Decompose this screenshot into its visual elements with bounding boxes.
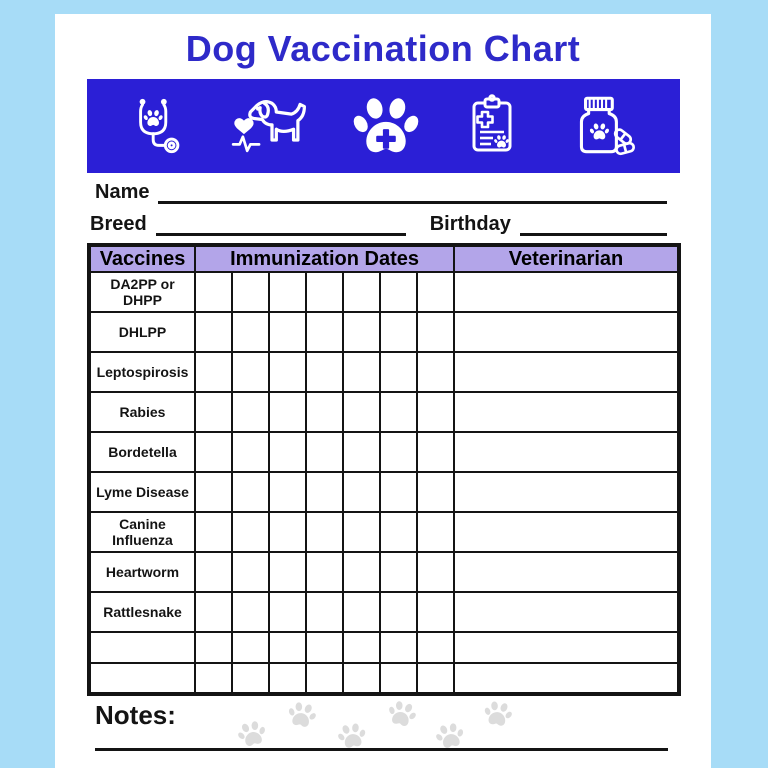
vet-cell[interactable] [454,352,679,392]
vet-cell[interactable] [454,312,679,352]
date-cell[interactable] [232,312,269,352]
date-cell[interactable] [306,592,343,632]
vaccines-header: Vaccines [89,245,195,272]
date-cell[interactable] [417,392,454,432]
date-cell[interactable] [417,592,454,632]
table-row [89,472,679,512]
date-cell[interactable] [269,592,306,632]
vaccine-label: Canine Influenza [89,512,195,552]
vet-cell[interactable] [454,592,679,632]
date-cell[interactable] [195,663,232,694]
table-row [89,352,679,392]
name-label: Name [95,181,150,203]
table-row [89,632,679,663]
vet-cell[interactable] [454,272,679,312]
paw-print-watermark-icon [482,698,514,730]
name-field[interactable] [158,180,667,204]
date-cell[interactable] [306,392,343,432]
date-cell[interactable] [417,552,454,592]
date-cell[interactable] [232,663,269,694]
stethoscope-paw-icon [128,95,190,157]
vet-cell[interactable] [454,663,679,694]
icon-banner [87,79,680,173]
paw-cross-icon [353,93,419,159]
date-cell[interactable] [380,312,417,352]
page-title: Dog Vaccination Chart [185,28,581,69]
date-cell[interactable] [306,512,343,552]
date-cell[interactable] [417,312,454,352]
date-cell[interactable] [232,272,269,312]
breed-birthday-row [90,212,667,236]
date-cell[interactable] [343,312,380,352]
date-cell[interactable] [269,512,306,552]
vet-cell[interactable] [454,632,679,663]
date-cell[interactable] [306,432,343,472]
immunization-dates-header: Immunization Dates [195,245,454,272]
table-row [89,592,679,632]
table-row [89,512,679,552]
vet-cell[interactable] [454,432,679,472]
date-cell[interactable] [269,632,306,663]
veterinarian-header: Veterinarian [454,245,679,272]
table-row [89,432,679,472]
medical-clipboard-icon [460,94,524,158]
date-cell[interactable] [306,472,343,512]
date-cell[interactable] [232,512,269,552]
date-cell[interactable] [343,632,380,663]
paw-print-watermark-icon [385,697,419,731]
vaccine-label: Leptospirosis [89,352,195,392]
paw-print-watermark-icon [235,717,269,751]
date-cell[interactable] [232,592,269,632]
paw-print-watermark-icon [285,698,318,731]
date-cell[interactable] [417,432,454,472]
date-cell[interactable] [380,592,417,632]
date-cell[interactable] [343,663,380,694]
date-cell[interactable] [232,472,269,512]
vet-cell[interactable] [454,552,679,592]
table-row [89,312,679,352]
date-cell[interactable] [343,432,380,472]
vet-cell[interactable] [454,512,679,552]
date-cell[interactable] [195,632,232,663]
date-cell[interactable] [269,312,306,352]
date-cell[interactable] [269,472,306,512]
date-cell[interactable] [195,472,232,512]
date-cell[interactable] [306,352,343,392]
date-cell[interactable] [343,472,380,512]
date-cell[interactable] [269,272,306,312]
date-cell[interactable] [195,592,232,632]
date-cell[interactable] [195,312,232,352]
date-cell[interactable] [306,552,343,592]
date-cell[interactable] [380,512,417,552]
date-cell[interactable] [417,663,454,694]
vet-cell[interactable] [454,472,679,512]
date-cell[interactable] [343,512,380,552]
dog-heartbeat-icon [231,94,313,158]
vaccine-label: Heartworm [89,552,195,592]
date-cell[interactable] [380,663,417,694]
date-cell[interactable] [380,392,417,432]
date-cell[interactable] [195,432,232,472]
date-cell[interactable] [380,552,417,592]
date-cell[interactable] [195,392,232,432]
table-row [89,663,679,694]
date-cell[interactable] [417,272,454,312]
date-cell[interactable] [269,552,306,592]
date-cell[interactable] [343,592,380,632]
vaccine-label: Bordetella [89,432,195,472]
table-row [89,272,679,312]
date-cell[interactable] [343,552,380,592]
date-cell[interactable] [306,312,343,352]
notes-field[interactable] [95,748,668,751]
date-cell[interactable] [195,352,232,392]
printable-page [55,14,711,768]
breed-label: Breed [90,213,147,235]
birthday-field[interactable] [520,212,667,236]
date-cell[interactable] [380,472,417,512]
date-cell[interactable] [343,392,380,432]
date-cell[interactable] [380,432,417,472]
date-cell[interactable] [380,632,417,663]
date-cell[interactable] [269,392,306,432]
vaccine-label: DHLPP [89,312,195,352]
birthday-label: Birthday [429,213,511,235]
date-cell[interactable] [343,352,380,392]
table-row [89,392,679,432]
date-cell[interactable] [380,352,417,392]
date-cell[interactable] [269,352,306,392]
date-cell[interactable] [195,512,232,552]
table-header-row [89,245,679,272]
notes-label: Notes: [95,700,176,730]
name-row [95,180,667,204]
date-cell[interactable] [306,663,343,694]
date-cell[interactable] [380,272,417,312]
vaccination-table [87,243,681,696]
date-cell[interactable] [195,552,232,592]
vaccine-label: Rabies [89,392,195,432]
date-cell[interactable] [417,472,454,512]
date-cell[interactable] [417,632,454,663]
date-cell[interactable] [343,272,380,312]
date-cell[interactable] [232,632,269,663]
breed-field[interactable] [156,212,406,236]
date-cell[interactable] [232,552,269,592]
date-cell[interactable] [195,272,232,312]
table-row [89,552,679,592]
date-cell[interactable] [417,352,454,392]
vaccine-label [89,632,195,663]
vaccine-label: Lyme Disease [89,472,195,512]
date-cell[interactable] [232,352,269,392]
date-cell[interactable] [269,432,306,472]
date-cell[interactable] [306,632,343,663]
date-cell[interactable] [306,272,343,312]
date-cell[interactable] [269,663,306,694]
vet-cell[interactable] [454,392,679,432]
vaccine-label [89,663,195,694]
date-cell[interactable] [232,392,269,432]
medicine-bottle-pills-icon [565,93,639,159]
date-cell[interactable] [232,432,269,472]
vaccine-label: Rattlesnake [89,592,195,632]
vaccine-label: DA2PP or DHPP [89,272,195,312]
date-cell[interactable] [417,512,454,552]
